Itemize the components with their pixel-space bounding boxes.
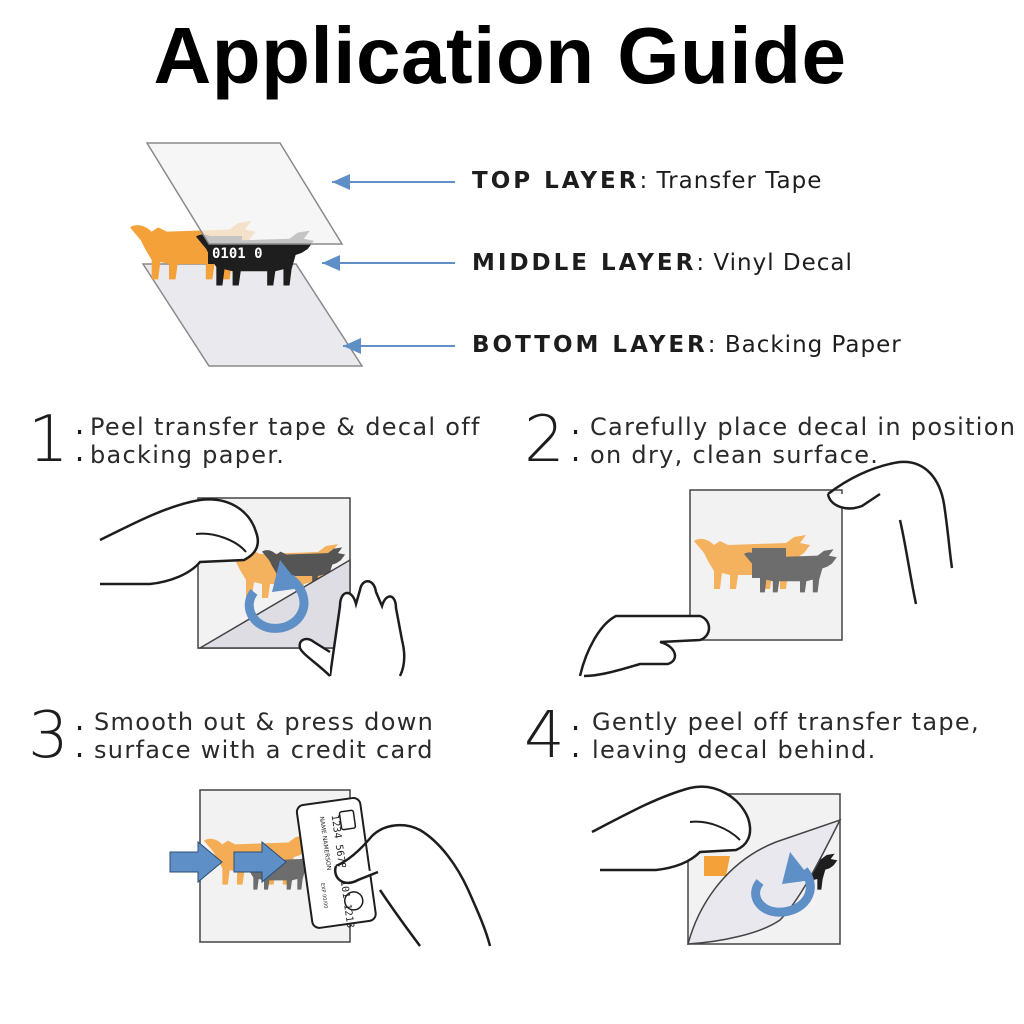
layer-desc: Transfer Tape: [656, 168, 823, 194]
step-2-illustration: [580, 462, 952, 676]
step-line: Gently peel off transfer tape,: [592, 708, 980, 736]
step-line: Carefully place decal in position: [590, 413, 1017, 441]
layer-desc: Vinyl Decal: [713, 250, 853, 276]
layer-sep: :: [696, 250, 706, 276]
card-expiry: EXP 00/00: [319, 882, 329, 909]
step-number: 3:: [28, 699, 91, 773]
card-number: 1234 5678 9101 1213: [328, 814, 356, 929]
layer-sep: :: [707, 332, 717, 358]
step-line: leaving decal behind.: [592, 736, 877, 764]
step-line: Smooth out & press down: [94, 708, 435, 736]
backing-paper-sheet: [143, 264, 362, 366]
step-3-illustration: [170, 790, 490, 946]
layer-diagram: [130, 143, 455, 366]
step-line: surface with a credit card: [94, 736, 434, 764]
layer-name: TOP LAYER: [472, 168, 640, 194]
layer-sep: :: [639, 168, 649, 194]
layer-desc: Backing Paper: [724, 332, 902, 358]
step-number: 4:: [524, 699, 587, 773]
layer-name: BOTTOM LAYER: [472, 332, 708, 358]
step-line: on dry, clean surface.: [590, 441, 880, 469]
step-line: backing paper.: [90, 441, 286, 469]
step-number: 1:: [28, 403, 91, 477]
layer-name: MIDDLE LAYER: [472, 250, 697, 276]
step-line: Peel transfer tape & decal off: [90, 413, 481, 441]
decal-code: 0101 0: [212, 246, 263, 262]
step-number: 2:: [524, 403, 587, 477]
step-4-illustration: [592, 787, 840, 944]
hand-icon: [580, 616, 709, 676]
card-holder: NAME NAMERSON: [317, 816, 333, 871]
hand-icon: [828, 462, 952, 568]
step-1-illustration: [100, 498, 404, 676]
page-title: Application Guide: [153, 11, 847, 100]
transfer-tape-sheet: [147, 143, 342, 244]
